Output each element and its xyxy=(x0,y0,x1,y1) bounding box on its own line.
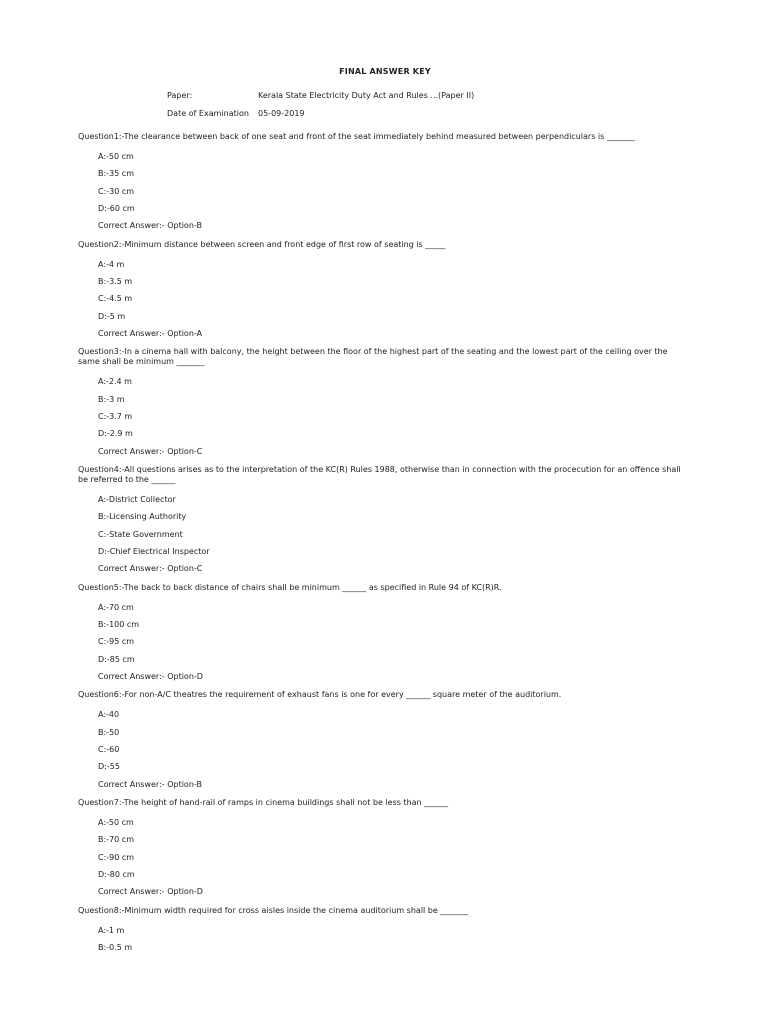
paper-row xyxy=(167,90,474,102)
answer-option: D:-55 xyxy=(98,762,120,772)
answer-option: A:-70 cm xyxy=(98,602,134,612)
answer-option: B:-70 cm xyxy=(98,835,134,845)
correct-answer: Correct Answer:- Option-C xyxy=(98,564,203,574)
question-text: Question4:-All questions arises as to the interpretation of the KC(R) Rules 1988, otherwise than in connection with the procecution for an offence shall be referred to the ______ xyxy=(78,465,681,485)
answer-option: A:-40 xyxy=(98,710,120,720)
answer-option: A:-50 cm xyxy=(98,818,134,828)
answer-option: B:-35 cm xyxy=(98,169,134,179)
correct-answer: Correct Answer:- Option-C xyxy=(98,446,203,456)
question-block xyxy=(78,906,690,953)
correct-answer: Correct Answer:- Option-D xyxy=(98,671,203,681)
correct-answer: Correct Answer:- Option-D xyxy=(98,887,203,897)
question-text: Question1:-The clearance between back of one seat and front of the seat immediately behind measured between perpendiculars is _______ xyxy=(78,132,635,141)
question-text: Question3:-In a cinema hall with balcony, the height between the floor of the highest part of the seating and the lowest part of the ceiling over the same shall be minimum _______ xyxy=(78,347,668,367)
question-block xyxy=(78,798,690,897)
answer-option: B:-3 m xyxy=(98,394,125,404)
answer-option: D:-5 m xyxy=(98,311,126,321)
question-text: Question8:-Minimum width required for cross aisles inside the cinema auditorium shall be _______ xyxy=(78,905,469,915)
answer-option: C:-3.7 m xyxy=(98,411,133,421)
answer-option: B:-100 cm xyxy=(98,620,140,630)
answer-option: B:-3.5 m xyxy=(98,276,133,286)
question-block xyxy=(78,240,690,339)
date-label: Date of Examination xyxy=(167,109,249,118)
answer-option: C:-State Government xyxy=(98,529,183,539)
answer-option: A:-2.4 m xyxy=(98,377,132,387)
answer-option: D:-2.9 m xyxy=(98,429,133,439)
answer-option: C:-90 cm xyxy=(98,852,135,862)
question-block xyxy=(78,690,690,789)
paper-meta xyxy=(167,90,474,126)
question-text: Question6:-For non-A/C theatres the requirement of exhaust fans is one for every ______ square meter of the auditorium. xyxy=(78,690,562,700)
question-text: Question5:-The back to back distance of chairs shall be minimum ______ as specified in Rule 94 of KC(R)R. xyxy=(78,582,502,592)
answer-option: B:-Licensing Authority xyxy=(98,512,187,522)
answer-option: D:-85 cm xyxy=(98,654,135,664)
correct-answer: Correct Answer:- Option-B xyxy=(98,779,202,789)
answer-option: A:-District Collector xyxy=(98,495,176,505)
question-text: Question2:-Minimum distance between screen and front edge of first row of seating is _____ xyxy=(78,239,446,249)
question-text: Question7:-The height of hand-rail of ramps in cinema buildings shall not be less than ______ xyxy=(78,798,449,808)
answer-option: D:-80 cm xyxy=(98,870,135,880)
answer-option: A:-50 cm xyxy=(98,152,134,161)
question-block xyxy=(78,347,690,456)
paper-label: Paper: xyxy=(167,91,193,100)
question-block xyxy=(78,465,690,574)
date-value: 05-09-2019 xyxy=(258,109,305,118)
date-row xyxy=(167,108,474,120)
answer-option: C:-4.5 m xyxy=(98,294,133,304)
answer-option: B:-0.5 m xyxy=(98,943,133,953)
paper-value: Kerala State Electricity Duty Act and Rules ...(Paper II) xyxy=(258,91,475,100)
answer-option: A:-1 m xyxy=(98,925,125,935)
answer-option: A:-4 m xyxy=(98,259,125,269)
answer-option: C:-95 cm xyxy=(98,637,135,647)
question-block xyxy=(78,583,690,682)
answer-option: D:-Chief Electrical Inspector xyxy=(98,546,210,556)
answer-option: D:-60 cm xyxy=(98,203,135,213)
document-title: FINAL ANSWER KEY xyxy=(339,67,431,76)
correct-answer: Correct Answer:- Option-B xyxy=(98,221,202,231)
answer-option: C:-60 xyxy=(98,745,120,755)
answer-option: B:-50 xyxy=(98,727,120,737)
correct-answer: Correct Answer:- Option-A xyxy=(98,328,203,338)
question-list xyxy=(78,132,690,960)
question-block xyxy=(78,132,690,231)
answer-option: C:-30 cm xyxy=(98,186,135,196)
